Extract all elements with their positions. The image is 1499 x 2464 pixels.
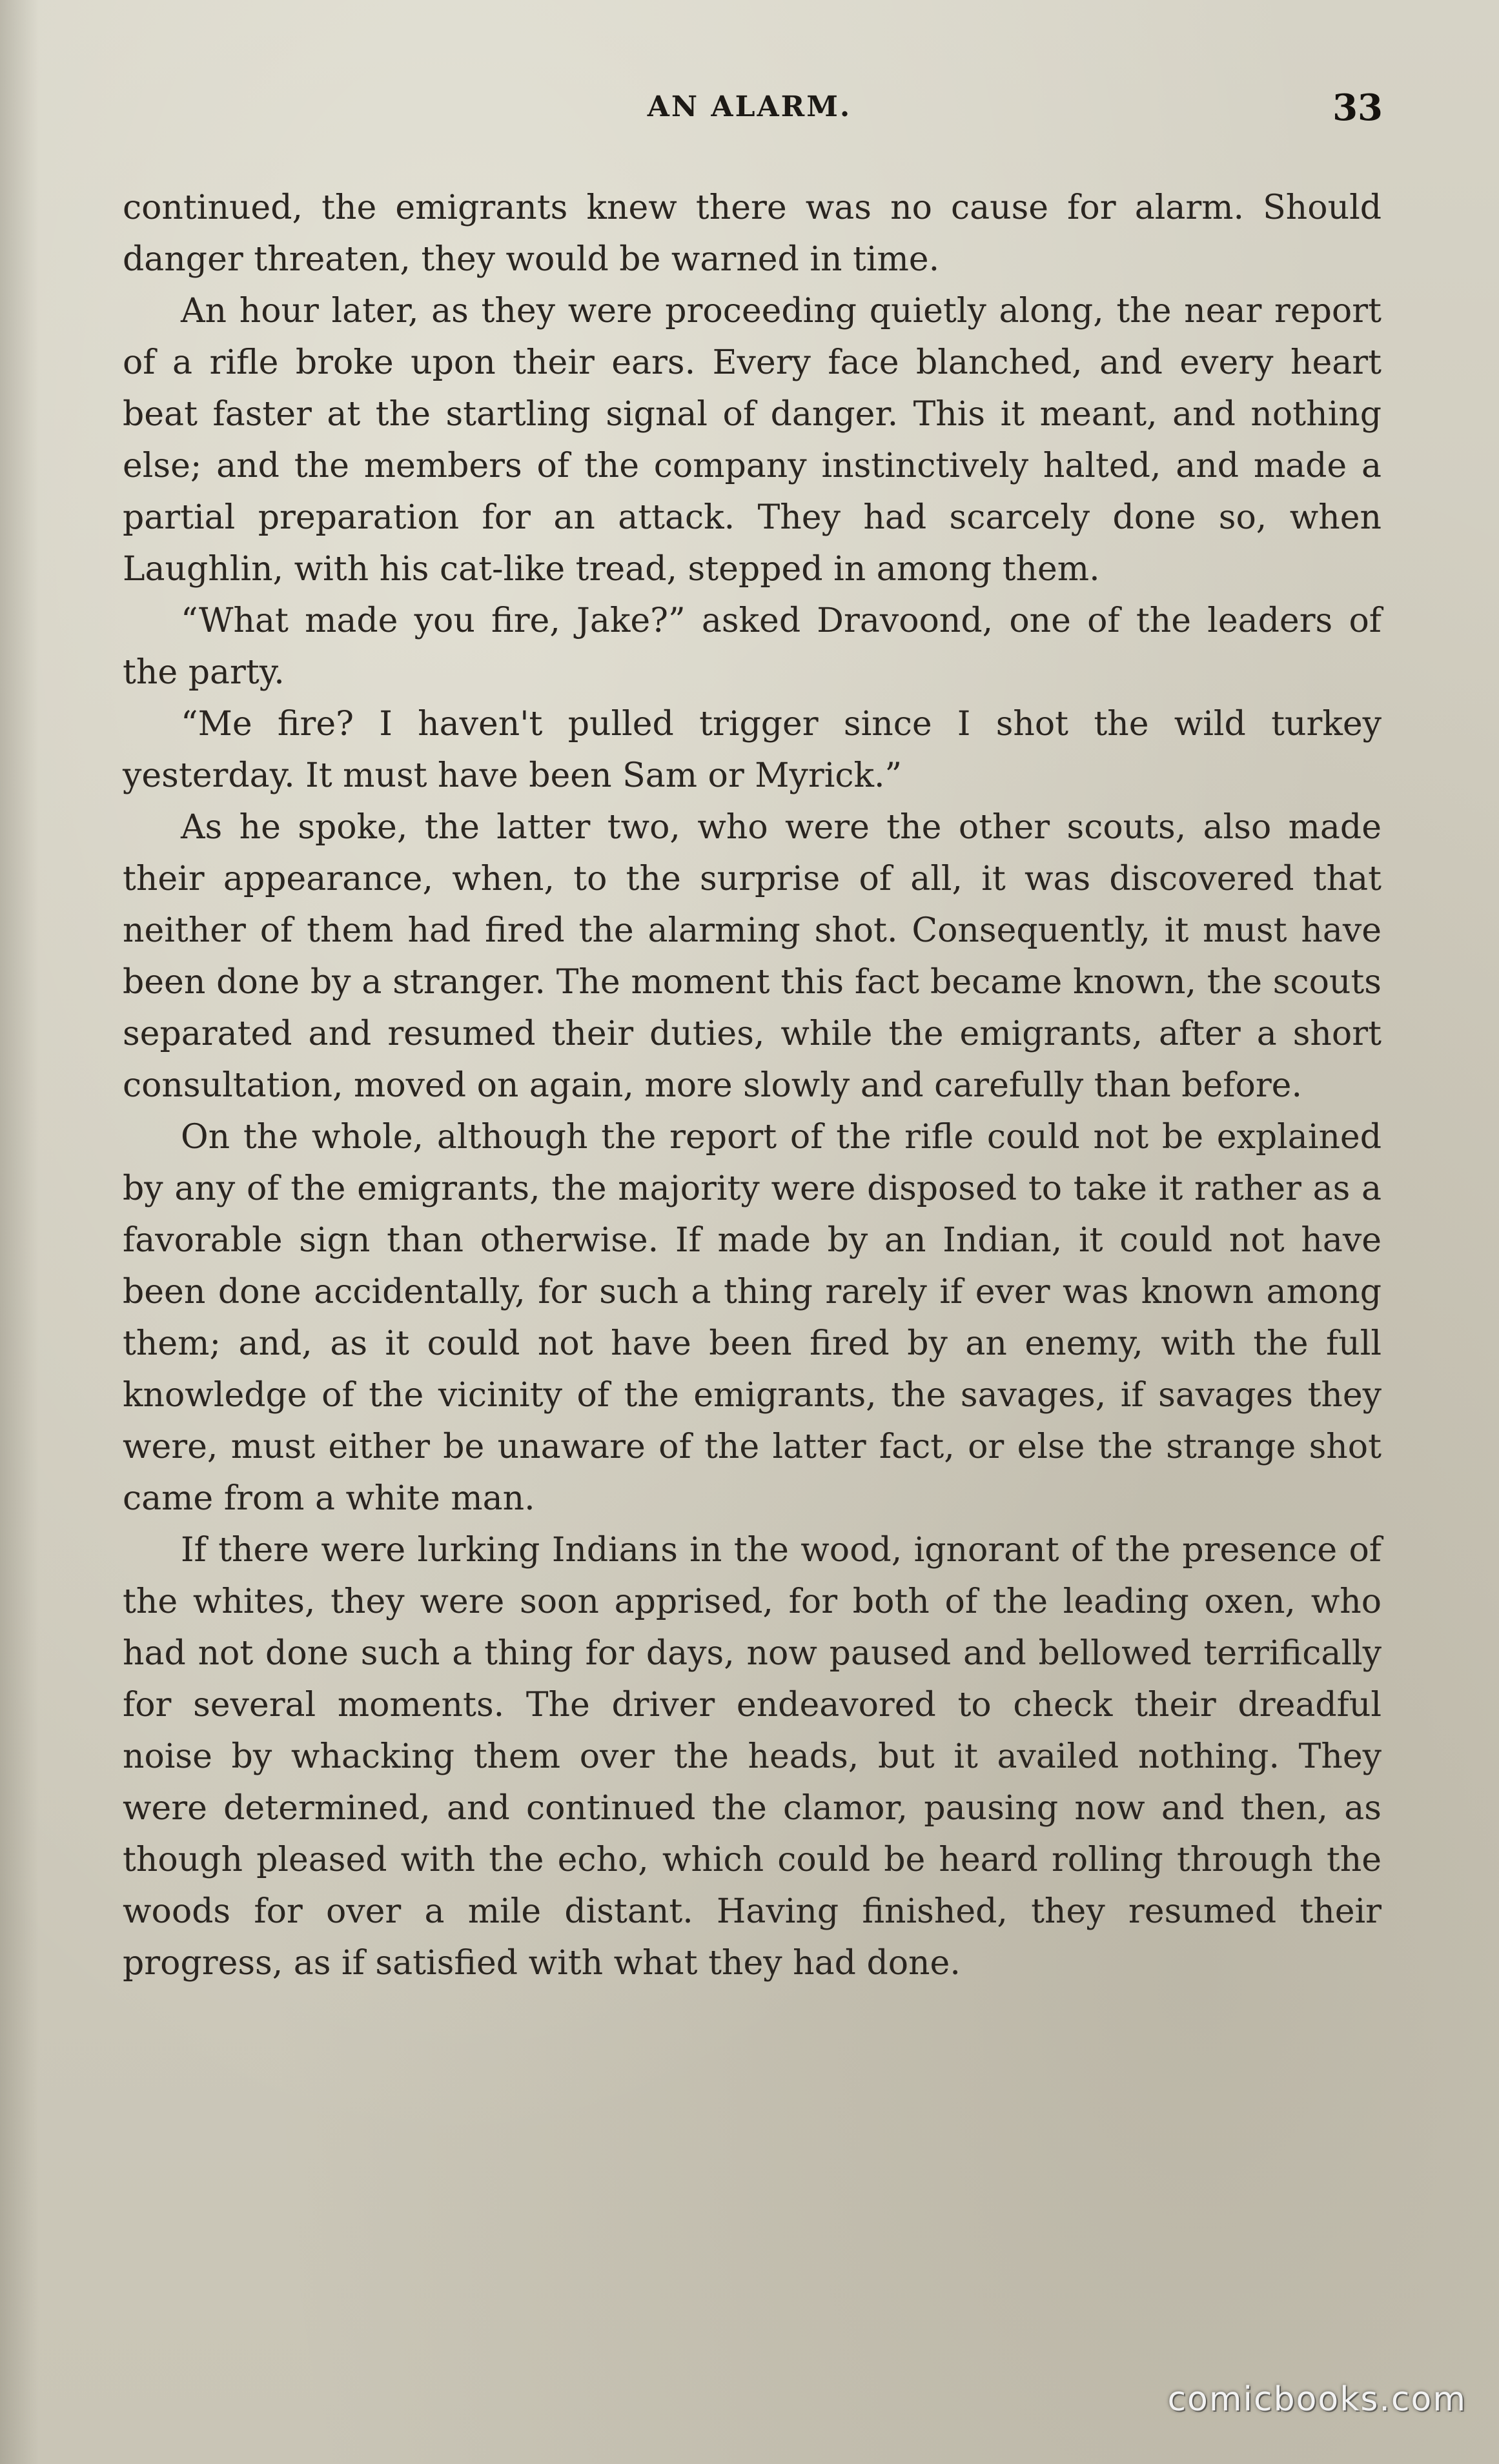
paragraph: An hour later, as they were proceeding quietly along, the near report of a rifle broke upon their ears. Every face blanched, and every heart beat faster at the startling signal of danger. This it meant, and nothing else; and the members of the company instinctively halted, and made a partial preparation for an attack. They had scarcely done so, when Laughlin, with his cat-like tread, stepped in among them. bbox=[123, 292, 1382, 589]
paragraph: “Me fire? I haven't pulled trigger since I shot the wild turkey yesterday. It must have been Sam or Myrick.” bbox=[123, 705, 1382, 795]
running-head: AN ALARM. bbox=[647, 90, 852, 123]
paragraph: If there were lurking Indians in the wood, ignorant of the presence of the whites, they were soon apprised, for both of the leading oxen, who had not done such a thing for days, now paused and bellowed terrifically for several moments. The driver endeavored to check their dreadful noise by whacking them over the heads, but it availed nothing. They were determined, and continued the clamor, pausing now and then, as though pleased with the echo, which could be heard rolling through the woods for over a mile distant. Having finished, they resumed their progress, as if satisfied with what they had done. bbox=[123, 1531, 1382, 1983]
paragraph: On the whole, although the report of the rifle could not be explained by any of the emigrants, the majority were disposed to take it rather as a favorable sign than otherwise. If made by an Indian, it could not have been done accidentally, for such a thing rarely if ever was known among them; and, as it could not have been fired by an enemy, with the full knowledge of the vicinity of the emigrants, the savages, if savages they were, must either be unaware of the latter fact, or else the strange shot came from a white man. bbox=[123, 1118, 1382, 1518]
watermark: comicbooks.com bbox=[1167, 2380, 1467, 2419]
page-header bbox=[0, 86, 1499, 148]
paragraph: As he spoke, the latter two, who were the other scouts, also made their appearance, when, to the surprise of all, it was discovered that neither of them had fired the alarming shot. Consequently, it must have been done by a stranger. The moment this fact became known, the scouts separated and resumed their duties, while the emigrants, after a short consultation, moved on again, more slowly and carefully than before. bbox=[123, 808, 1382, 1105]
body-text bbox=[123, 182, 1382, 1989]
page-number: 33 bbox=[1332, 86, 1383, 129]
paragraph: continued, the emigrants knew there was no cause for alarm. Should danger threaten, they would be warned in time. bbox=[123, 188, 1382, 279]
paragraph: “What made you fire, Jake?” asked Dravoond, one of the leaders of the party. bbox=[123, 601, 1382, 692]
